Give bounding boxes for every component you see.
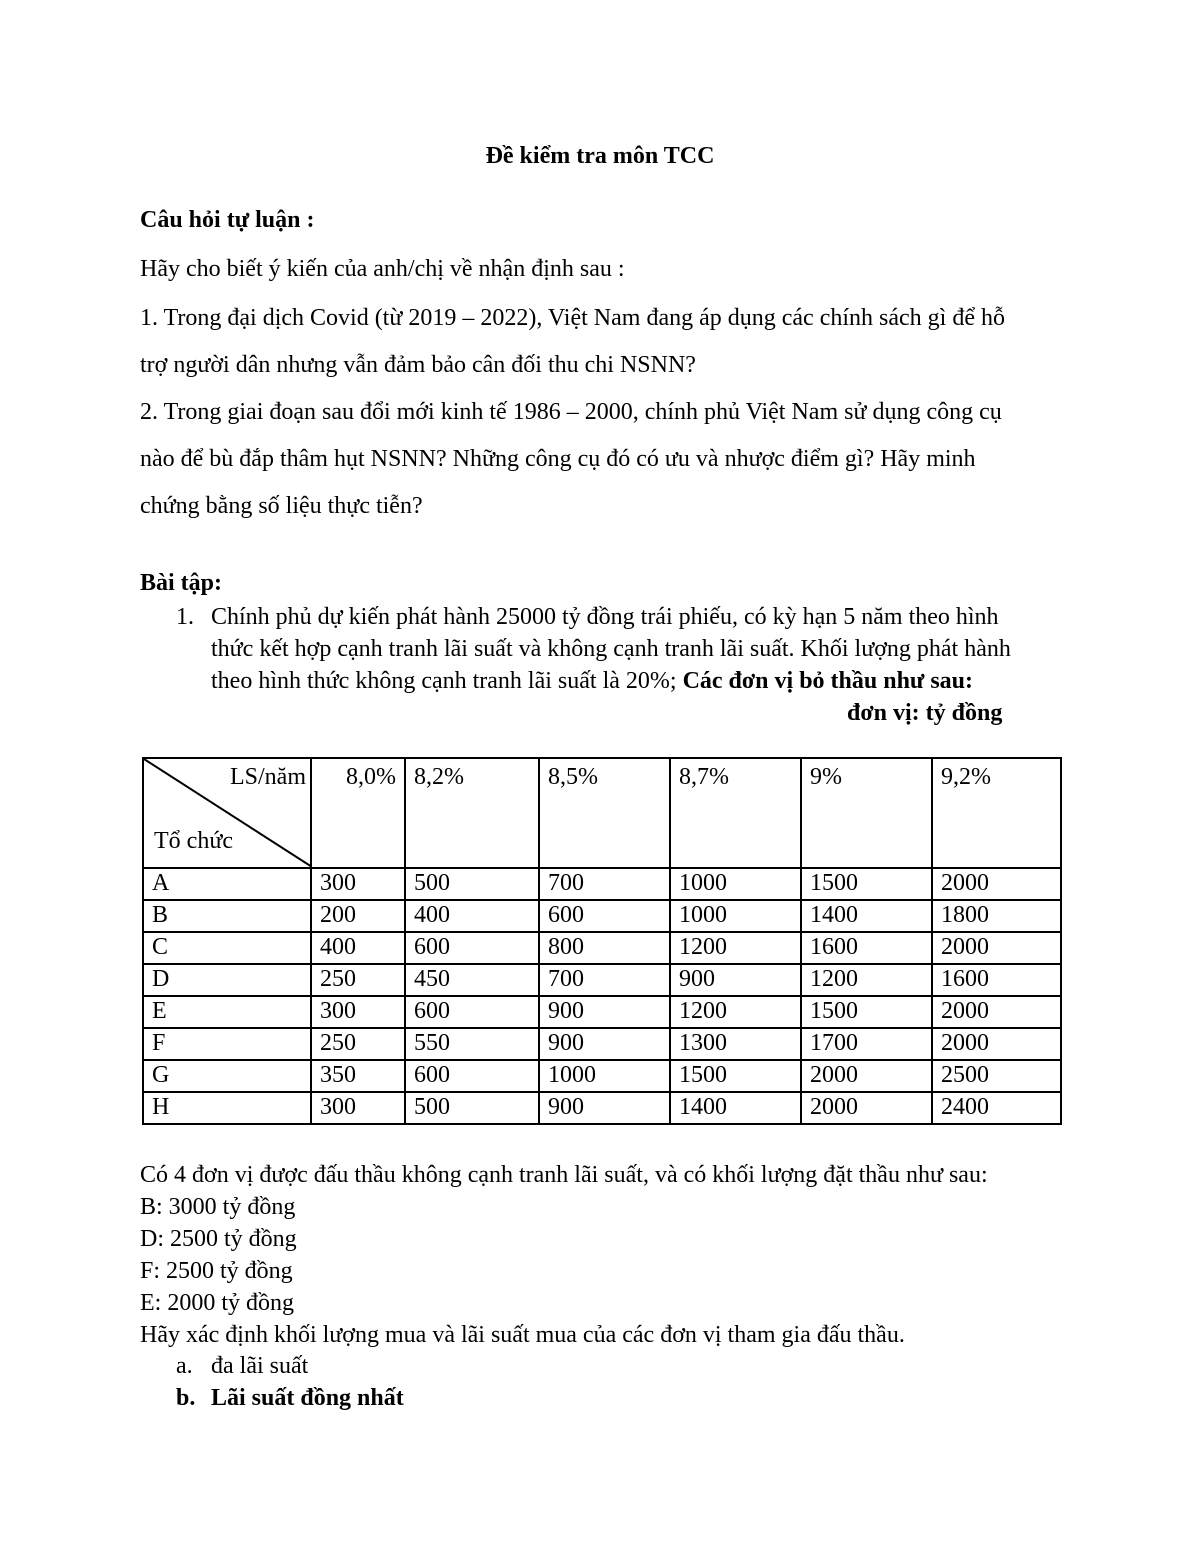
noncompetitive-item-d: D: 2500 tỷ đồng bbox=[140, 1226, 297, 1252]
bid-value-cell: 900 bbox=[539, 996, 670, 1028]
question-2-line-3: chứng bằng số liệu thực tiễn? bbox=[140, 493, 423, 519]
exercise-item-number: 1. bbox=[176, 604, 194, 630]
bid-value-cell: 350 bbox=[311, 1060, 405, 1092]
bid-value-cell: 1200 bbox=[670, 932, 801, 964]
noncompetitive-item-f: F: 2500 tỷ đồng bbox=[140, 1258, 293, 1284]
bid-value-cell: 600 bbox=[405, 996, 539, 1028]
bid-value-cell: 300 bbox=[311, 1092, 405, 1124]
bid-value-cell: 1400 bbox=[670, 1092, 801, 1124]
rate-header: 8,5% bbox=[539, 758, 670, 868]
bid-value-cell: 250 bbox=[311, 1028, 405, 1060]
exercise-line-3-bold: Các đơn vị bỏ thầu như sau: bbox=[682, 668, 974, 694]
org-cell: G bbox=[143, 1060, 311, 1092]
bid-value-cell: 2000 bbox=[932, 996, 1061, 1028]
corner-cell bbox=[143, 758, 311, 868]
org-cell: F bbox=[143, 1028, 311, 1060]
table-row bbox=[143, 868, 1061, 900]
option-b: Lãi suất đồng nhất bbox=[211, 1385, 404, 1411]
bid-value-cell: 1000 bbox=[670, 868, 801, 900]
bid-value-cell: 400 bbox=[405, 900, 539, 932]
essay-heading: Câu hỏi tự luận : bbox=[140, 207, 315, 233]
bid-value-cell: 1000 bbox=[539, 1060, 670, 1092]
org-cell: H bbox=[143, 1092, 311, 1124]
bid-value-cell: 500 bbox=[405, 1092, 539, 1124]
corner-bottom-label: Tổ chức bbox=[154, 828, 233, 854]
bid-value-cell: 1500 bbox=[801, 868, 932, 900]
exercise-line-2: thức kết hợp cạnh tranh lãi suất và không cạnh tranh lãi suất. Khối lượng phát hành bbox=[211, 636, 1011, 662]
rate-header: 8,0% bbox=[311, 758, 405, 868]
rate-header: 8,2% bbox=[405, 758, 539, 868]
bid-value-cell: 1500 bbox=[670, 1060, 801, 1092]
bid-value-cell: 1000 bbox=[670, 900, 801, 932]
bid-value-cell: 500 bbox=[405, 868, 539, 900]
bid-value-cell: 600 bbox=[405, 1060, 539, 1092]
table-row bbox=[143, 996, 1061, 1028]
table-body bbox=[143, 868, 1061, 1124]
bid-value-cell: 900 bbox=[539, 1092, 670, 1124]
noncompetitive-intro: Có 4 đơn vị được đấu thầu không cạnh tranh lãi suất, và có khối lượng đặt thầu như sau: bbox=[140, 1162, 988, 1188]
noncompetitive-item-e: E: 2000 tỷ đồng bbox=[140, 1290, 294, 1316]
rate-header: 8,7% bbox=[670, 758, 801, 868]
rate-header: 9% bbox=[801, 758, 932, 868]
bid-value-cell: 1400 bbox=[801, 900, 932, 932]
bid-value-cell: 1200 bbox=[670, 996, 801, 1028]
bid-value-cell: 2400 bbox=[932, 1092, 1061, 1124]
org-cell: C bbox=[143, 932, 311, 964]
question-1-line-2: trợ người dân nhưng vẫn đảm bảo cân đối thu chi NSNN? bbox=[140, 352, 696, 378]
page-title: Đề kiểm tra môn TCC bbox=[485, 143, 715, 169]
exercise-line-1: Chính phủ dự kiến phát hành 25000 tỷ đồng trái phiếu, có kỳ hạn 5 năm theo hình bbox=[211, 604, 999, 630]
bid-value-cell: 200 bbox=[311, 900, 405, 932]
bid-value-cell: 550 bbox=[405, 1028, 539, 1060]
bid-value-cell: 2000 bbox=[932, 1028, 1061, 1060]
bid-value-cell: 800 bbox=[539, 932, 670, 964]
bid-value-cell: 600 bbox=[539, 900, 670, 932]
bid-value-cell: 2000 bbox=[932, 868, 1061, 900]
question-1-line-1: 1. Trong đại dịch Covid (từ 2019 – 2022), Việt Nam đang áp dụng các chính sách gì để hỗ bbox=[140, 305, 1005, 331]
bid-value-cell: 900 bbox=[670, 964, 801, 996]
bid-value-cell: 2000 bbox=[932, 932, 1061, 964]
org-cell: B bbox=[143, 900, 311, 932]
option-a: đa lãi suất bbox=[211, 1353, 309, 1379]
bid-value-cell: 1600 bbox=[801, 932, 932, 964]
table-header-row bbox=[143, 758, 1061, 868]
bid-value-cell: 1600 bbox=[932, 964, 1061, 996]
noncompetitive-item-b: B: 3000 tỷ đồng bbox=[140, 1194, 296, 1220]
table-row bbox=[143, 900, 1061, 932]
option-a-label: a. bbox=[176, 1353, 193, 1379]
bid-value-cell: 700 bbox=[539, 868, 670, 900]
question-2-line-2: nào để bù đắp thâm hụt NSNN? Những công cụ đó có ưu và nhược điểm gì? Hãy minh bbox=[140, 446, 976, 472]
bid-value-cell: 450 bbox=[405, 964, 539, 996]
bid-value-cell: 900 bbox=[539, 1028, 670, 1060]
exercise-line-3-plain: theo hình thức không cạnh tranh lãi suất là 20%; bbox=[211, 668, 677, 694]
bid-value-cell: 400 bbox=[311, 932, 405, 964]
bid-table bbox=[142, 757, 1062, 1125]
bid-value-cell: 1800 bbox=[932, 900, 1061, 932]
exercise-line-3 bbox=[211, 668, 973, 695]
option-b-label: b. bbox=[176, 1385, 196, 1411]
bid-value-cell: 1200 bbox=[801, 964, 932, 996]
bid-value-cell: 250 bbox=[311, 964, 405, 996]
bid-value-cell: 700 bbox=[539, 964, 670, 996]
corner-top-label: LS/năm bbox=[230, 764, 306, 790]
bid-value-cell: 1700 bbox=[801, 1028, 932, 1060]
bid-value-cell: 300 bbox=[311, 996, 405, 1028]
rate-header: 9,2% bbox=[932, 758, 1061, 868]
bid-value-cell: 2500 bbox=[932, 1060, 1061, 1092]
bid-value-cell: 1500 bbox=[801, 996, 932, 1028]
org-cell: E bbox=[143, 996, 311, 1028]
bid-value-cell: 1300 bbox=[670, 1028, 801, 1060]
table-row bbox=[143, 964, 1061, 996]
table-row bbox=[143, 932, 1061, 964]
essay-intro: Hãy cho biết ý kiến của anh/chị về nhận định sau : bbox=[140, 256, 625, 282]
exercise-heading: Bài tập: bbox=[140, 570, 223, 596]
unit-note: đơn vị: tỷ đồng bbox=[847, 700, 1003, 726]
bid-value-cell: 300 bbox=[311, 868, 405, 900]
bid-value-cell: 600 bbox=[405, 932, 539, 964]
question-2-line-1: 2. Trong giai đoạn sau đổi mới kinh tế 1986 – 2000, chính phủ Việt Nam sử dụng công cụ bbox=[140, 399, 1002, 425]
table-row bbox=[143, 1092, 1061, 1124]
bid-value-cell: 2000 bbox=[801, 1092, 932, 1124]
final-question: Hãy xác định khối lượng mua và lãi suất mua của các đơn vị tham gia đấu thầu. bbox=[140, 1322, 905, 1348]
org-cell: D bbox=[143, 964, 311, 996]
table-row bbox=[143, 1028, 1061, 1060]
bid-value-cell: 2000 bbox=[801, 1060, 932, 1092]
org-cell: A bbox=[143, 868, 311, 900]
table-row bbox=[143, 1060, 1061, 1092]
